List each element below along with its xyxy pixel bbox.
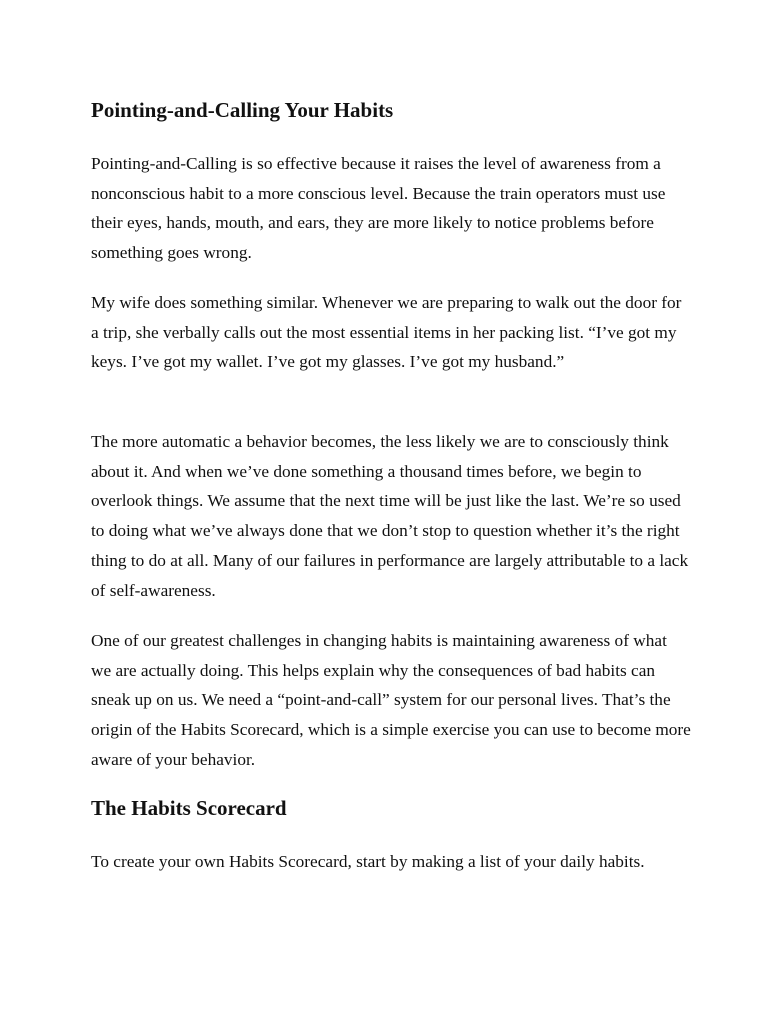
section-heading-pointing-and-calling: Pointing-and-Calling Your Habits bbox=[91, 98, 394, 122]
section-heading-habits-scorecard: The Habits Scorecard bbox=[91, 796, 287, 820]
paragraph-wife-example: My wife does something similar. Whenever we are preparing to walk out the door for a trip, she verbally calls out the most essential items in her packing list. “I’ve got my keys. I’ve got my wallet. I’ve got my glasses. I’ve got my husband.” bbox=[91, 293, 682, 372]
paragraph-automatic-behavior: The more automatic a behavior becomes, the less likely we are to consciously think about it. And when we’ve done something a thousand times before, we begin to overlook things. We assume that the next time will be just like the last. We’re so used to doing what we’ve always done that we don’t stop to question whether it’s the right thing to do at all. Many of our failures in performance are largely attributable to a lack of self-awareness. bbox=[91, 432, 689, 600]
paragraph-effectiveness: Pointing-and-Calling is so effective because it raises the level of awareness from a nonconscious habit to a more conscious level. Because the train operators must use their eyes, hands, mouth, and ears, they are more likely to notice problems before something goes wrong. bbox=[91, 154, 666, 263]
paragraph-awareness-challenge: One of our greatest challenges in changing habits is maintaining awareness of what we are actually doing. This helps explain why the consequences of bad habits can sneak up on us. We need a “point-and-call” system for our personal lives. That’s the origin of the Habits Scorecard, which is a simple exercise you can use to become more aware of your behavior. bbox=[91, 631, 691, 769]
paragraph-create-scorecard: To create your own Habits Scorecard, start by making a list of your daily habits. bbox=[91, 852, 645, 871]
